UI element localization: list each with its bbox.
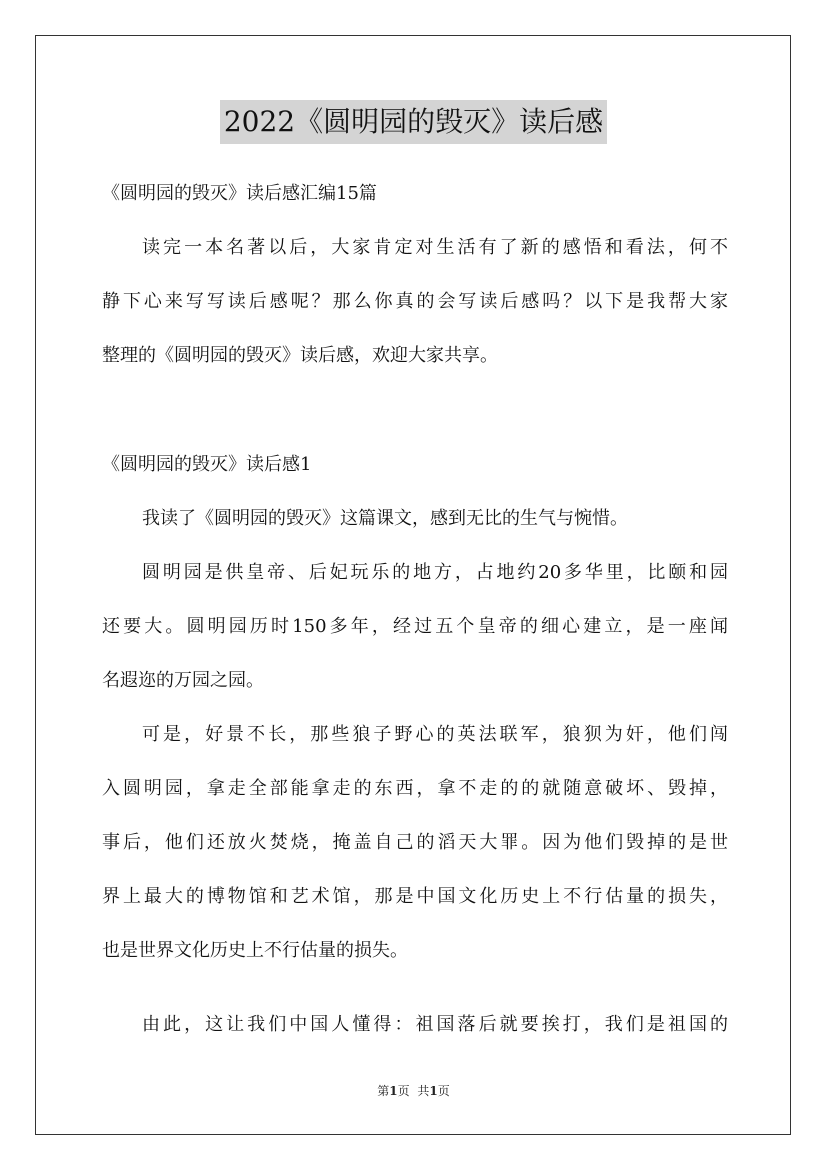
body-line-6: 入圆明园，拿走全部能拿走的东西，拿不走的的就随意破坏、毁掉，	[102, 778, 728, 799]
section-heading: 《圆明园的毁灭》读后感1	[102, 454, 312, 475]
intro-line-1: 读完一本名著以后，大家肯定对生活有了新的感悟和看法，何不	[142, 237, 728, 258]
body-line-1: 我读了《圆明园的毁灭》这篇课文，感到无比的生气与惋惜。	[142, 508, 628, 529]
body-line-7: 事后，他们还放火焚烧，掩盖自己的滔天大罪。因为他们毁掉的是世	[102, 832, 728, 853]
footer-total-suffix: 页	[437, 1084, 450, 1098]
subtitle: 《圆明园的毁灭》读后感汇编15篇	[102, 183, 377, 204]
footer-page-prefix: 第	[377, 1084, 390, 1098]
title-block	[0, 100, 827, 144]
page-footer	[0, 1082, 827, 1099]
document-title: 2022《圆明园的毁灭》读后感	[220, 100, 607, 144]
footer-page-suffix: 页	[397, 1084, 410, 1098]
footer-total-prefix: 共	[417, 1084, 430, 1098]
body-line-9: 也是世界文化历史上不行估量的损失。	[102, 940, 408, 961]
body-line-2: 圆明园是供皇帝、后妃玩乐的地方，占地约20多华里，比颐和园	[142, 562, 728, 583]
body-line-5: 可是，好景不长，那些狼子野心的英法联军，狼狈为奸，他们闯	[142, 724, 728, 745]
body-line-8: 界上最大的博物馆和艺术馆，那是中国文化历史上不行估量的损失，	[102, 886, 728, 907]
body-line-4: 名遐迩的万园之园。	[102, 670, 264, 691]
body-line-3: 还要大。圆明园历时150多年，经过五个皇帝的细心建立，是一座闻	[102, 616, 728, 637]
body-line-10: 由此，这让我们中国人懂得：祖国落后就要挨打，我们是祖国的	[142, 1014, 728, 1035]
footer-page-number: 1	[389, 1084, 398, 1098]
intro-line-3: 整理的《圆明园的毁灭》读后感，欢迎大家共享。	[102, 345, 498, 366]
footer-total-number: 1	[429, 1084, 438, 1098]
intro-line-2: 静下心来写写读后感呢？那么你真的会写读后感吗？以下是我帮大家	[102, 291, 728, 312]
